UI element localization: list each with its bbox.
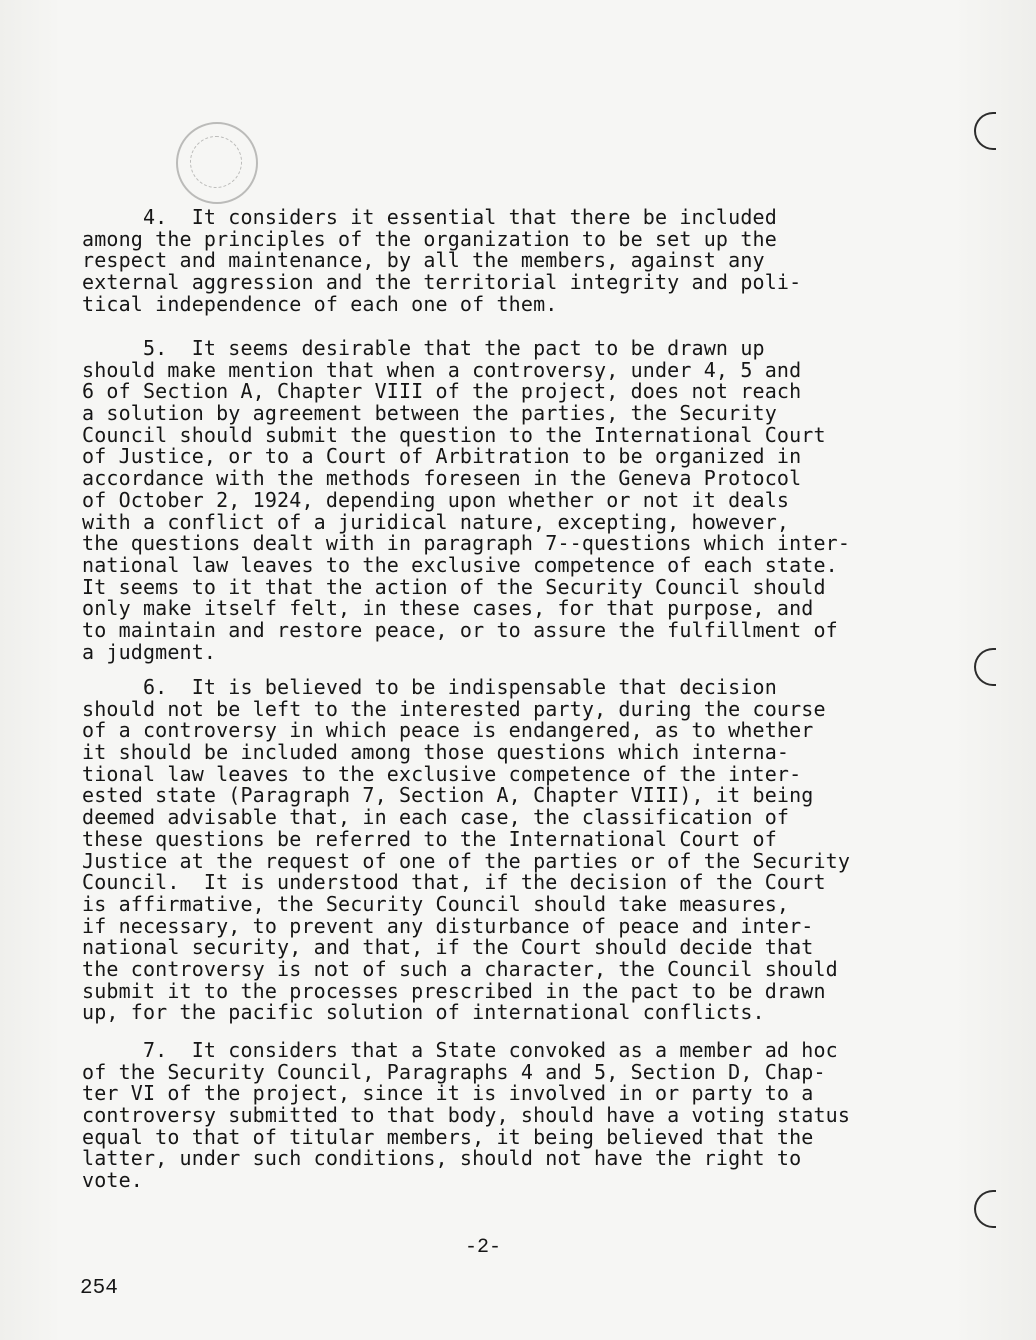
paragraph-line: It seems to it that the action of the Security Council should — [82, 574, 826, 599]
paragraph-line: ter VI of the project, since it is involved in or party to a — [82, 1081, 814, 1106]
paragraph-line: 6 of Section A, Chapter VIII of the project, does not reach — [82, 379, 802, 404]
paragraph-line: a solution by agreement between the parties, the Security — [82, 401, 777, 426]
paragraph-line: the controversy is not of such a character, the Council should — [82, 956, 838, 981]
paragraph-line: a judgment. — [82, 639, 217, 664]
paragraph-7 — [82, 1040, 902, 1192]
paragraph-line: submit it to the processes prescribed in the pact to be drawn — [82, 978, 826, 1003]
paragraph-line: Council should submit the question to the International Court — [82, 422, 826, 447]
binder-hole-top — [974, 112, 996, 150]
paragraph-line: ested state (Paragraph 7, Section A, Chapter VIII), it being — [82, 783, 814, 808]
paragraph-line: Justice at the request of one of the parties or of the Security — [82, 848, 851, 873]
paragraph-line: deemed advisable that, in each case, the classification of — [82, 805, 790, 830]
paragraph-line: 4. It considers it essential that there be included — [82, 205, 777, 229]
paragraph-6 — [82, 677, 902, 1024]
archive-stamp — [176, 122, 258, 204]
paragraph-line: the questions dealt with in paragraph 7--questions which inter- — [82, 531, 851, 556]
binder-hole-bottom — [974, 1190, 996, 1228]
paragraph-line: these questions be referred to the International Court of — [82, 826, 777, 851]
paragraph-line: Council. It is understood that, if the decision of the Court — [82, 870, 826, 895]
binder-hole-middle — [974, 648, 996, 686]
paragraph-line: respect and maintenance, by all the members, against any — [82, 248, 765, 273]
paragraph-line: of a controversy in which peace is endangered, as to whether — [82, 718, 814, 743]
paragraph-line: national law leaves to the exclusive competence of each state. — [82, 552, 838, 577]
paragraph-line: up, for the pacific solution of international conflicts. — [82, 1000, 765, 1025]
paragraph-line: vote. — [82, 1168, 143, 1193]
page-number: -2- — [465, 1236, 502, 1259]
paragraph-line: latter, under such conditions, should not have the right to — [82, 1146, 802, 1171]
paragraph-line: among the principles of the organization to be set up the — [82, 226, 777, 251]
paragraph-line: only make itself felt, in these cases, for that purpose, and — [82, 596, 814, 621]
paragraph-line: with a conflict of a juridical nature, excepting, however, — [82, 509, 790, 534]
paragraph-line: 7. It considers that a State convoked as a member ad hoc — [82, 1038, 838, 1062]
paragraph-line: national security, and that, if the Court should decide that — [82, 935, 814, 960]
paragraph-line: tional law leaves to the exclusive competence of the inter- — [82, 761, 802, 786]
paragraph-line: should not be left to the interested party, during the course — [82, 696, 826, 721]
paragraph-line: of Justice, or to a Court of Arbitration to be organized in — [82, 444, 802, 469]
paragraph-line: it should be included among those questions which interna- — [82, 740, 790, 765]
paragraph-line: controversy submitted to that body, should have a voting status — [82, 1103, 851, 1128]
paragraph-line: is affirmative, the Security Council should take measures, — [82, 891, 790, 916]
paragraph-line: 5. It seems desirable that the pact to be drawn up — [82, 336, 765, 360]
paragraph-line: 6. It is believed to be indispensable that decision — [82, 675, 777, 699]
paragraph-line: accordance with the methods foreseen in the Geneva Protocol — [82, 466, 802, 491]
paragraph-line: equal to that of titular members, it being believed that the — [82, 1124, 814, 1149]
paragraph-line: if necessary, to prevent any disturbance of peace and inter- — [82, 913, 814, 938]
paragraph-line: of the Security Council, Paragraphs 4 and 5, Section D, Chap- — [82, 1059, 826, 1084]
paragraph-line: to maintain and restore peace, or to assure the fulfillment of — [82, 617, 838, 642]
paragraph-4 — [82, 207, 902, 315]
paragraph-line: of October 2, 1924, depending upon whether or not it deals — [82, 487, 790, 512]
document-number: 254 — [80, 1277, 118, 1300]
paragraph-line: external aggression and the territorial integrity and poli- — [82, 270, 802, 295]
paragraph-5 — [82, 338, 902, 663]
paragraph-line: tical independence of each one of them. — [82, 291, 558, 316]
paragraph-line: should make mention that when a controversy, under 4, 5 and — [82, 357, 802, 382]
